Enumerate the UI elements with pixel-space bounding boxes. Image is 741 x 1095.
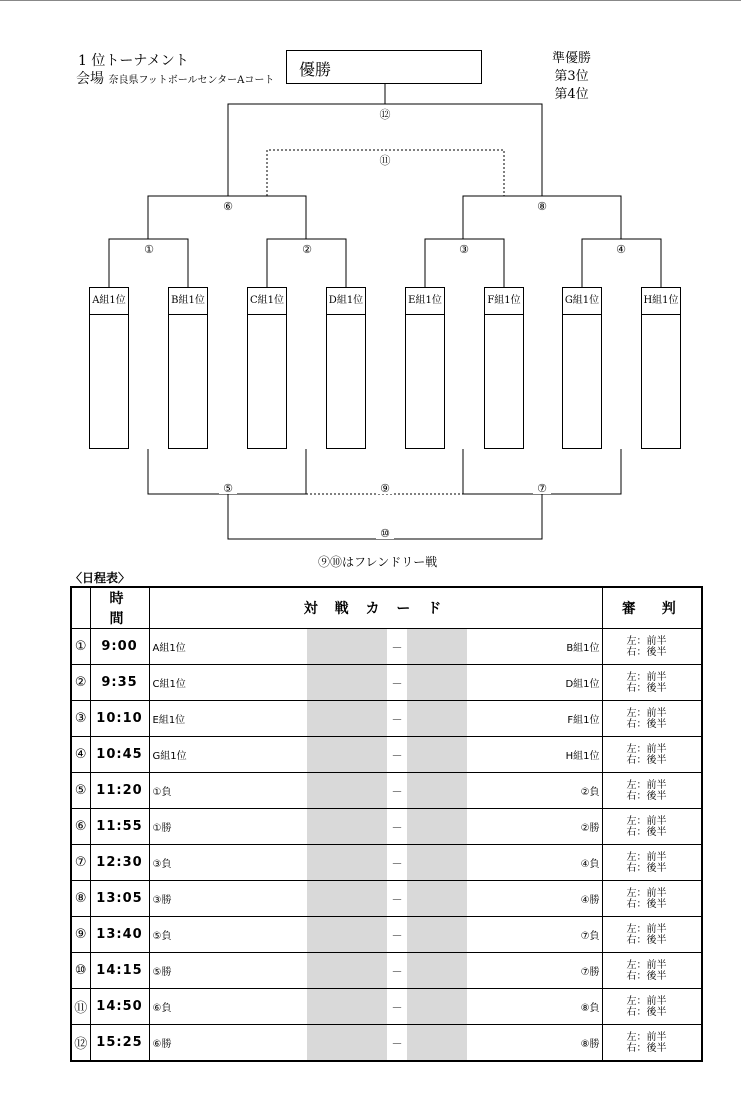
team-label: C組1位 — [248, 288, 286, 315]
referee-first-half: 左：前半 — [626, 635, 667, 647]
match-label-2: ② — [302, 243, 312, 256]
away-score — [407, 917, 467, 953]
table-row — [71, 629, 702, 665]
away-team: ④負 — [467, 845, 602, 881]
home-score — [307, 1025, 387, 1062]
away-score — [407, 773, 467, 809]
referee-cell — [602, 773, 702, 809]
home-team: ③勝 — [149, 881, 307, 917]
match-number: ② — [71, 665, 90, 701]
referee-second-half: 右：後半 — [626, 790, 667, 802]
match-time: 10:45 — [90, 737, 149, 773]
match-time: 14:50 — [90, 989, 149, 1025]
match-time: 9:00 — [90, 629, 149, 665]
home-score — [307, 773, 387, 809]
referee-cell — [602, 989, 702, 1025]
score-separator: － — [387, 1025, 407, 1062]
referee-cell — [602, 665, 702, 701]
score-separator: － — [387, 989, 407, 1025]
away-team: H組1位 — [467, 737, 602, 773]
match-label-3: ③ — [459, 243, 469, 256]
table-row — [71, 665, 702, 701]
match-label-5: ⑤ — [223, 482, 233, 495]
team-box-e — [405, 287, 445, 449]
score-separator: － — [387, 809, 407, 845]
header-card: 対 戦 カ ー ド — [149, 587, 602, 629]
referee-cell — [602, 629, 702, 665]
team-box-a — [89, 287, 129, 449]
team-label: G組1位 — [563, 288, 601, 315]
team-box-d — [326, 287, 366, 449]
fourth-place-label: 第4位 — [554, 87, 589, 102]
away-score — [407, 953, 467, 989]
score-separator: － — [387, 881, 407, 917]
away-score — [407, 989, 467, 1025]
match-number: ⑨ — [71, 917, 90, 953]
match-number: ⑩ — [71, 953, 90, 989]
referee-cell — [602, 809, 702, 845]
team-label: E組1位 — [406, 288, 444, 315]
header-time: 時 間 — [90, 587, 149, 629]
match-number: ④ — [71, 737, 90, 773]
away-score — [407, 1025, 467, 1062]
home-team: E組1位 — [149, 701, 307, 737]
score-separator: － — [387, 773, 407, 809]
away-score — [407, 737, 467, 773]
match-time: 10:10 — [90, 701, 149, 737]
referee-first-half: 左：前半 — [626, 1031, 667, 1043]
away-score — [407, 881, 467, 917]
home-team: ⑥負 — [149, 989, 307, 1025]
away-score — [407, 629, 467, 665]
home-score — [307, 701, 387, 737]
away-team: B組1位 — [467, 629, 602, 665]
score-separator: － — [387, 845, 407, 881]
champion-box: 優勝 — [286, 50, 482, 84]
table-row — [71, 809, 702, 845]
friendly-note: ⑨⑩はフレンドリー戦 — [318, 555, 438, 569]
team-box-c — [247, 287, 287, 449]
home-team: ⑥勝 — [149, 1025, 307, 1062]
match-number: ⑫ — [71, 1025, 90, 1062]
match-time: 13:05 — [90, 881, 149, 917]
score-separator: － — [387, 629, 407, 665]
runner-up-label: 準優勝 — [552, 51, 592, 66]
match-time: 11:20 — [90, 773, 149, 809]
referee-first-half: 左：前半 — [626, 851, 667, 863]
match-number: ⑪ — [71, 989, 90, 1025]
away-score — [407, 809, 467, 845]
match-labels — [140, 106, 630, 540]
team-box-h — [641, 287, 681, 449]
score-separator: － — [387, 665, 407, 701]
referee-second-half: 右：後半 — [626, 718, 667, 730]
home-score — [307, 737, 387, 773]
away-team: ②負 — [467, 773, 602, 809]
venue-label: 会場 — [76, 71, 104, 87]
home-score — [307, 953, 387, 989]
table-row — [71, 701, 702, 737]
match-time: 13:40 — [90, 917, 149, 953]
team-box-b — [168, 287, 208, 449]
referee-cell — [602, 953, 702, 989]
referee-second-half: 右：後半 — [626, 898, 667, 910]
match-time: 14:15 — [90, 953, 149, 989]
referee-first-half: 左：前半 — [626, 923, 667, 935]
referee-cell — [602, 845, 702, 881]
match-time: 9:35 — [90, 665, 149, 701]
home-score — [307, 989, 387, 1025]
match-number: ③ — [71, 701, 90, 737]
tournament-bracket — [0, 0, 741, 545]
referee-first-half: 左：前半 — [626, 887, 667, 899]
referee-second-half: 右：後半 — [626, 682, 667, 694]
home-score — [307, 629, 387, 665]
home-team: A組1位 — [149, 629, 307, 665]
team-label: H組1位 — [642, 288, 680, 315]
schedule-header-row — [71, 587, 702, 629]
away-score — [407, 701, 467, 737]
referee-second-half: 右：後半 — [626, 646, 667, 658]
away-team: ②勝 — [467, 809, 602, 845]
match-number: ⑥ — [71, 809, 90, 845]
header-num — [71, 587, 90, 629]
home-team: ①負 — [149, 773, 307, 809]
referee-cell — [602, 701, 702, 737]
referee-first-half: 左：前半 — [626, 995, 667, 1007]
score-separator: － — [387, 701, 407, 737]
home-score — [307, 881, 387, 917]
home-score — [307, 845, 387, 881]
table-row — [71, 737, 702, 773]
match-time: 12:30 — [90, 845, 149, 881]
away-team: ④勝 — [467, 881, 602, 917]
referee-second-half: 右：後半 — [626, 970, 667, 982]
table-row — [71, 845, 702, 881]
team-label: F組1位 — [485, 288, 523, 315]
table-row — [71, 1025, 702, 1062]
referee-first-half: 左：前半 — [626, 743, 667, 755]
table-row — [71, 953, 702, 989]
away-team: F組1位 — [467, 701, 602, 737]
home-score — [307, 809, 387, 845]
match-label-10: ⑩ — [380, 527, 390, 540]
match-label-4: ④ — [616, 243, 626, 256]
referee-cell — [602, 881, 702, 917]
home-team: ①勝 — [149, 809, 307, 845]
table-row — [71, 989, 702, 1025]
referee-cell — [602, 1025, 702, 1062]
home-score — [307, 917, 387, 953]
match-number: ⑤ — [71, 773, 90, 809]
header-referee: 審 判 — [602, 587, 702, 629]
home-score — [307, 665, 387, 701]
score-separator: － — [387, 917, 407, 953]
referee-second-half: 右：後半 — [626, 934, 667, 946]
match-number: ⑦ — [71, 845, 90, 881]
referee-second-half: 右：後半 — [626, 754, 667, 766]
away-score — [407, 845, 467, 881]
referee-cell — [602, 917, 702, 953]
referee-first-half: 左：前半 — [626, 707, 667, 719]
away-team: D組1位 — [467, 665, 602, 701]
match-time: 11:55 — [90, 809, 149, 845]
match-label-1: ① — [144, 243, 154, 256]
match-label-11: ⑪ — [379, 154, 391, 167]
referee-second-half: 右：後半 — [626, 1006, 667, 1018]
third-place-label: 第3位 — [554, 69, 589, 84]
home-team: ③負 — [149, 845, 307, 881]
team-label: A組1位 — [90, 288, 128, 315]
team-label: B組1位 — [169, 288, 207, 315]
home-team: ⑤勝 — [149, 953, 307, 989]
away-score — [407, 665, 467, 701]
score-separator: － — [387, 737, 407, 773]
home-team: G組1位 — [149, 737, 307, 773]
match-number: ① — [71, 629, 90, 665]
home-team: C組1位 — [149, 665, 307, 701]
match-label-6: ⑥ — [223, 200, 233, 213]
away-team: ⑧勝 — [467, 1025, 602, 1062]
referee-second-half: 右：後半 — [626, 1042, 667, 1054]
match-time: 15:25 — [90, 1025, 149, 1062]
schedule-table — [70, 586, 703, 1062]
match-label-9: ⑨ — [380, 482, 390, 495]
schedule-title: 〈日程表〉 — [70, 571, 131, 585]
match-label-12: ⑫ — [379, 108, 391, 121]
team-label: D組1位 — [327, 288, 365, 315]
match-label-8: ⑧ — [537, 200, 547, 213]
score-separator: － — [387, 953, 407, 989]
referee-cell — [602, 737, 702, 773]
tournament-title: 1 位トーナメント — [78, 53, 189, 69]
table-row — [71, 917, 702, 953]
referee-first-half: 左：前半 — [626, 779, 667, 791]
team-box-f — [484, 287, 524, 449]
referee-second-half: 右：後半 — [626, 826, 667, 838]
referee-first-half: 左：前半 — [626, 959, 667, 971]
referee-second-half: 右：後半 — [626, 862, 667, 874]
away-team: ⑦勝 — [467, 953, 602, 989]
venue-name: 奈良県フットボールセンターAコート — [108, 75, 275, 86]
away-team: ⑦負 — [467, 917, 602, 953]
match-number: ⑧ — [71, 881, 90, 917]
referee-first-half: 左：前半 — [626, 815, 667, 827]
table-row — [71, 773, 702, 809]
table-row — [71, 881, 702, 917]
match-label-7: ⑦ — [537, 482, 547, 495]
team-box-g — [562, 287, 602, 449]
referee-first-half: 左：前半 — [626, 671, 667, 683]
home-team: ⑤負 — [149, 917, 307, 953]
away-team: ⑧負 — [467, 989, 602, 1025]
